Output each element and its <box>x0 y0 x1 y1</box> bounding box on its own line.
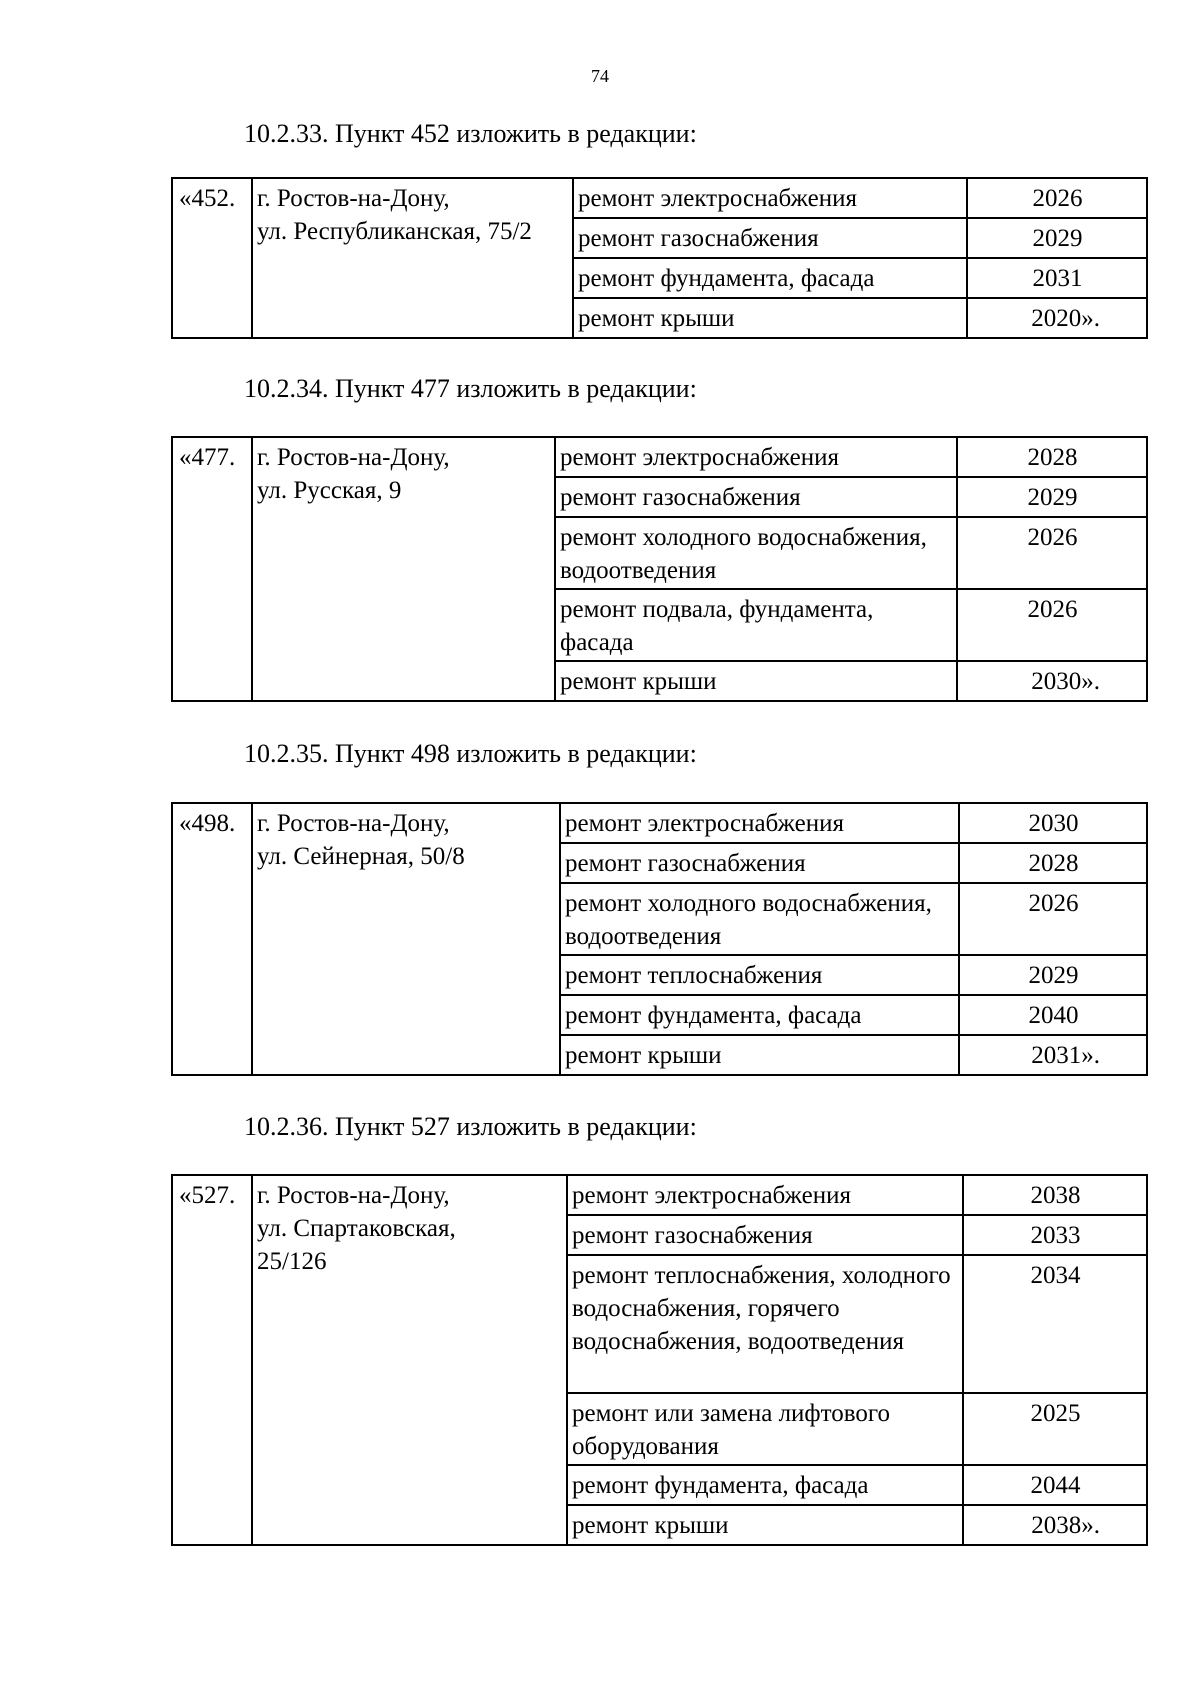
work-year: 2026 <box>967 178 1147 218</box>
work-name: ремонт газоснабжения <box>555 477 957 517</box>
work-year: 2026 <box>957 589 1147 661</box>
work-name: ремонт фундамента, фасада <box>560 995 959 1035</box>
work-name: ремонт газоснабжения <box>573 218 967 258</box>
item-number: «527. <box>172 1175 252 1545</box>
work-year: 2031». <box>959 1035 1147 1075</box>
work-name: ремонт крыши <box>573 298 967 338</box>
item-number: «477. <box>172 437 252 701</box>
work-name: ремонт электроснабжения <box>573 178 967 218</box>
work-name: ремонт газоснабжения <box>567 1215 963 1255</box>
work-name: ремонт крыши <box>567 1505 963 1545</box>
address-cell: г. Ростов-на-Дону, ул. Русская, 9 <box>252 437 555 701</box>
item-number: «498. <box>172 803 252 1075</box>
work-year: 2038 <box>963 1175 1147 1215</box>
work-year: 2020». <box>967 298 1147 338</box>
work-year: 2030 <box>959 803 1147 843</box>
work-name: ремонт холодного водоснабжения, водоотведения <box>555 517 957 589</box>
work-year: 2028 <box>959 843 1147 883</box>
page-number: 74 <box>591 66 609 86</box>
work-name: ремонт холодного водоснабжения, водоотведения <box>560 883 959 955</box>
work-year: 2044 <box>963 1465 1147 1505</box>
work-year: 2029 <box>967 218 1147 258</box>
work-year: 2033 <box>963 1215 1147 1255</box>
work-name: ремонт электроснабжения <box>555 437 957 477</box>
work-name: ремонт электроснабжения <box>560 803 959 843</box>
section-heading: 10.2.36. Пункт 527 изложить в редакции: <box>244 1112 697 1141</box>
section-heading: 10.2.35. Пункт 498 изложить в редакции: <box>244 739 697 768</box>
address-cell: г. Ростов-на-Дону, ул. Сейнерная, 50/8 <box>252 803 560 1075</box>
section-heading: 10.2.34. Пункт 477 изложить в редакции: <box>244 374 697 403</box>
work-name: ремонт крыши <box>555 661 957 701</box>
section-heading: 10.2.33. Пункт 452 изложить в редакции: <box>244 119 697 148</box>
work-year: 2030». <box>957 661 1147 701</box>
work-year: 2034 <box>963 1255 1147 1393</box>
work-name: ремонт или замена лифтового оборудования <box>567 1393 963 1465</box>
work-year: 2026 <box>957 517 1147 589</box>
work-name: ремонт электроснабжения <box>567 1175 963 1215</box>
work-year: 2040 <box>959 995 1147 1035</box>
work-year: 2025 <box>963 1393 1147 1465</box>
address-cell: г. Ростов-на-Дону, ул. Республиканская, 75/2 <box>252 178 573 338</box>
work-year: 2028 <box>957 437 1147 477</box>
work-year: 2029 <box>959 955 1147 995</box>
work-year: 2038». <box>963 1505 1147 1545</box>
amendment-table <box>171 177 1148 339</box>
work-year: 2029 <box>957 477 1147 517</box>
work-name: ремонт теплоснабжения, холодного водоснабжения, горячего водоснабжения, водоотведения <box>567 1255 963 1393</box>
work-name: ремонт подвала, фундамента, фасада <box>555 589 957 661</box>
work-name: ремонт теплоснабжения <box>560 955 959 995</box>
work-year: 2031 <box>967 258 1147 298</box>
work-year: 2026 <box>959 883 1147 955</box>
work-name: ремонт фундамента, фасада <box>573 258 967 298</box>
work-name: ремонт газоснабжения <box>560 843 959 883</box>
amendment-table <box>171 802 1148 1076</box>
work-name: ремонт крыши <box>560 1035 959 1075</box>
item-number: «452. <box>172 178 252 338</box>
address-cell: г. Ростов-на-Дону, ул. Спартаковская, 25/126 <box>252 1175 567 1545</box>
amendment-table <box>171 1174 1148 1546</box>
work-name: ремонт фундамента, фасада <box>567 1465 963 1505</box>
amendment-table <box>171 436 1148 702</box>
